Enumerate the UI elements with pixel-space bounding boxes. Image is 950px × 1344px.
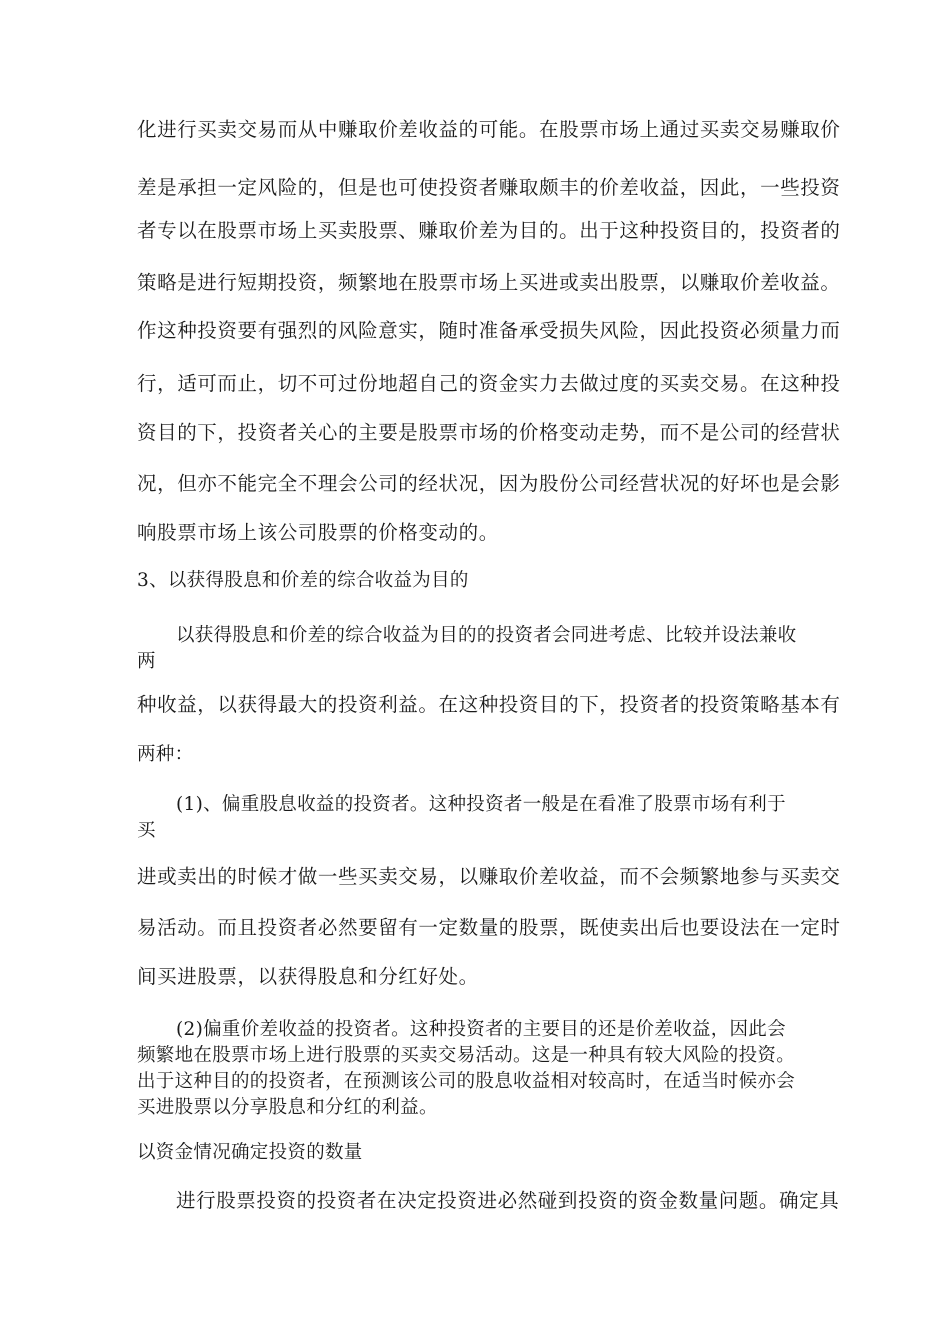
body-text-line: 买	[137, 820, 156, 841]
body-text-line: (1)、偏重股息收益的投资者。这种投资者一般是在看准了股票市场有利于	[176, 794, 786, 815]
body-text-line: 买进股票以分享股息和分红的利益。	[137, 1097, 438, 1118]
body-text-line: 响股票市场上该公司股票的价格变动的。	[137, 521, 499, 544]
body-text-line: 频繁地在股票市场上进行股票的买卖交易活动。这是一种具有较大风险的投资。	[137, 1045, 796, 1066]
body-text-line: 出于这种目的的投资者，在预测该公司的股息收益相对较高时，在适当时候亦会	[137, 1071, 796, 1092]
section-heading: 以资金情况确定投资的数量	[137, 1142, 363, 1163]
body-text-line: 以获得股息和价差的综合收益为目的的投资者会同进考虑、比较并设法兼收	[176, 625, 797, 646]
body-text-line: 种收益，以获得最大的投资利益。在这种投资目的下，投资者的投资策略基本有	[137, 693, 841, 716]
body-text-line: 易活动。而且投资者必然要留有一定数量的股票，既使卖出后也要设法在一定时	[137, 916, 841, 939]
body-text-line: (2)偏重价差收益的投资者。这种投资者的主要目的还是价差收益，因此会	[176, 1019, 786, 1040]
body-text-line: 差是承担一定风险的，但是也可使投资者赚取颇丰的价差收益，因此，一些投资	[137, 176, 841, 199]
body-text-line: 进或卖出的时候才做一些买卖交易，以赚取价差收益，而不会频繁地参与买卖交	[137, 865, 841, 888]
body-text-line: 作这种投资要有强烈的风险意实，随时准备承受损失风险，因此投资必须量力而	[137, 319, 841, 342]
body-text-line: 行，适可而止，切不可过份地超自己的资金实力去做过度的买卖交易。在这种投	[137, 372, 841, 395]
body-text-line: 资目的下，投资者关心的主要是股票市场的价格变动走势，而不是公司的经营状	[137, 421, 841, 444]
body-text-line: 况，但亦不能完全不理会公司的经状况，因为股份公司经营状况的好坏也是会影	[137, 472, 841, 495]
body-text-line: 者专以在股票市场上买卖股票、赚取价差为目的。出于这种投资目的，投资者的	[137, 219, 841, 242]
body-text-line: 两种：	[137, 744, 194, 765]
body-text-line: 策略是进行短期投资，频繁地在股票市场上买进或卖出股票，以赚取价差收益。	[137, 271, 841, 294]
section-heading: 3、以获得股息和价差的综合收益为目的	[137, 570, 469, 591]
body-text-line: 间买进股票，以获得股息和分红好处。	[137, 965, 479, 988]
body-text-line: 两	[137, 651, 156, 672]
body-text-line: 进行股票投资的投资者在决定投资进必然碰到投资的资金数量问题。确定具	[176, 1189, 840, 1212]
body-text-line: 化进行买卖交易而从中赚取价差收益的可能。在股票市场上通过买卖交易赚取价	[137, 118, 841, 141]
